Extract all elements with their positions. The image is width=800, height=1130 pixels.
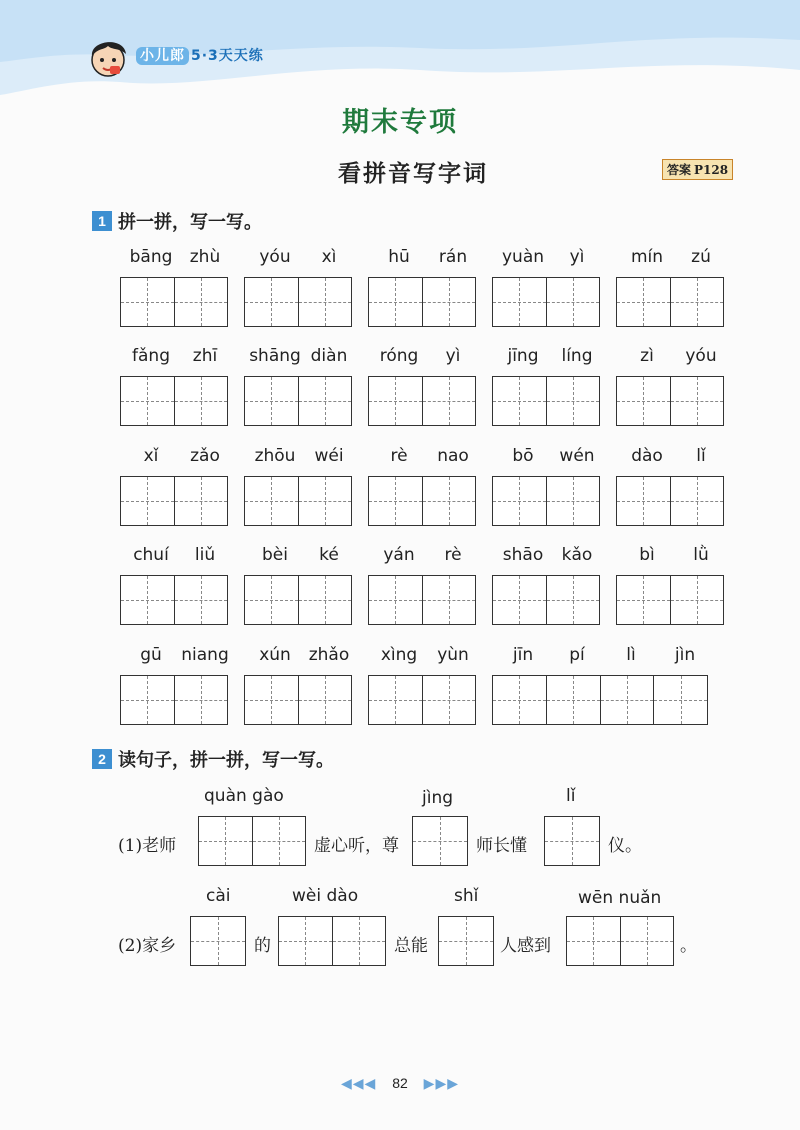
pinyin-syllable: gū [140, 645, 162, 665]
s1-end: 仪。 [608, 836, 642, 856]
write-cell[interactable] [617, 576, 671, 624]
write-cell[interactable] [493, 278, 547, 326]
write-cell[interactable] [671, 576, 724, 624]
s2-end: 。 [680, 936, 697, 956]
write-box[interactable] [368, 675, 476, 725]
write-cell[interactable] [299, 377, 352, 425]
pinyin-syllable: pí [569, 645, 585, 665]
page-number: 82 [392, 1075, 408, 1091]
write-cell[interactable] [175, 278, 228, 326]
pinyin-syllable: rè [444, 545, 462, 565]
pinyin-syllable: yóu [685, 346, 717, 366]
write-cell[interactable] [547, 676, 601, 724]
write-cell[interactable] [175, 576, 228, 624]
s2-pinyin-4: wēn nuǎn [578, 888, 662, 908]
section2-instruction: 读句子，拼一拼，写一写。 [118, 750, 334, 771]
pinyin-syllable: xún [259, 645, 291, 665]
pinyin-syllable: liǔ [194, 545, 216, 565]
write-box[interactable] [244, 277, 352, 327]
write-cell[interactable] [617, 377, 671, 425]
write-cell[interactable] [245, 676, 299, 724]
pinyin-syllable: zú [691, 247, 711, 267]
s1-write-box-1[interactable] [198, 816, 306, 866]
pinyin-syllable: zhī [192, 346, 218, 366]
s2-write-box-2[interactable] [278, 916, 386, 966]
write-box[interactable] [120, 277, 228, 327]
write-cell[interactable] [369, 377, 423, 425]
pinyin-syllable: xì [321, 247, 337, 267]
write-cell[interactable] [547, 477, 600, 525]
pinyin-syllable: jìn [674, 645, 696, 665]
s2-prefix: (2)家乡 [118, 936, 177, 956]
write-cell[interactable] [369, 576, 423, 624]
s1-pinyin-1: quàn gào [204, 786, 284, 806]
s2-mid3: 人感到 [500, 936, 551, 956]
pinyin-syllable: lǜ [693, 545, 709, 565]
pinyin-syllable: ké [319, 545, 339, 565]
s2-pinyin-1: cài [206, 886, 231, 906]
s1-mid2: 师长懂 [476, 836, 527, 856]
s2-write-box-1[interactable] [190, 916, 246, 966]
section2-number: 2 [92, 749, 112, 769]
write-box[interactable] [120, 376, 228, 426]
pinyin-syllable: nao [437, 446, 469, 466]
s1-write-box-2[interactable] [412, 816, 468, 866]
write-cell[interactable] [369, 676, 423, 724]
pinyin-syllable: shāng [249, 346, 301, 366]
section2-heading [92, 746, 334, 772]
s1-pinyin-2: jìng [422, 788, 454, 808]
write-cell[interactable] [547, 278, 600, 326]
pinyin-syllable: jīn [512, 645, 534, 665]
section1-heading [92, 208, 262, 234]
write-box[interactable] [492, 575, 600, 625]
write-box[interactable] [244, 575, 352, 625]
write-cell[interactable] [547, 576, 600, 624]
write-cell[interactable] [245, 576, 299, 624]
answer-page: P128 [694, 163, 729, 177]
s1-mid1: 虚心听，尊 [314, 836, 399, 856]
pinyin-syllable: xìng [380, 645, 418, 665]
write-cell[interactable] [369, 278, 423, 326]
pinyin-syllable: xǐ [143, 446, 159, 466]
s1-prefix: (1)老师 [118, 836, 177, 856]
pinyin-syllable: yùn [437, 645, 469, 665]
section1-instruction: 拼一拼，写一写。 [118, 212, 262, 233]
write-cell[interactable] [245, 278, 299, 326]
write-cell[interactable] [547, 377, 600, 425]
pinyin-syllable: zǎo [190, 446, 220, 466]
write-cell[interactable] [617, 477, 671, 525]
write-cell[interactable] [175, 377, 228, 425]
write-cell[interactable] [423, 676, 476, 724]
write-cell[interactable] [121, 278, 175, 326]
write-box[interactable] [616, 376, 724, 426]
s2-pinyin-3: shǐ [454, 886, 479, 906]
pinyin-syllable: niang [181, 645, 229, 665]
write-box[interactable] [492, 476, 600, 526]
pinyin-syllable: róng [379, 346, 419, 366]
brand-kid: 小儿郎 [136, 47, 189, 65]
write-cell[interactable] [671, 377, 724, 425]
pinyin-syllable: rán [438, 247, 468, 267]
pinyin-syllable: dào [631, 446, 663, 466]
write-box[interactable] [120, 476, 228, 526]
write-cell[interactable] [299, 477, 352, 525]
write-cell[interactable] [493, 676, 547, 724]
write-cell[interactable] [493, 377, 547, 425]
pinyin-syllable: bèi [262, 545, 288, 565]
pinyin-syllable: zhōu [254, 446, 296, 466]
pinyin-syllable: hū [388, 247, 410, 267]
prev-arrows-icon: ◀◀◀ [341, 1075, 377, 1091]
write-cell[interactable] [617, 278, 671, 326]
answer-label: 答案 [667, 163, 692, 177]
write-box[interactable] [368, 575, 476, 625]
series-brand [136, 45, 264, 65]
pinyin-syllable: wén [559, 446, 595, 466]
write-box[interactable] [492, 675, 708, 725]
page-title: 期末专项 [342, 107, 458, 138]
pinyin-syllable: yuàn [501, 247, 545, 267]
pinyin-syllable: yán [383, 545, 415, 565]
pinyin-syllable: yóu [259, 247, 291, 267]
pinyin-syllable: wéi [314, 446, 344, 466]
write-cell[interactable] [175, 676, 228, 724]
answer-badge [662, 159, 733, 180]
write-cell[interactable] [654, 676, 707, 724]
pinyin-syllable: mín [630, 247, 664, 267]
write-box[interactable] [616, 476, 724, 526]
write-box[interactable] [368, 376, 476, 426]
write-cell[interactable] [671, 477, 724, 525]
pinyin-syllable: lì [626, 645, 636, 665]
pinyin-syllable: yì [445, 346, 461, 366]
pinyin-syllable: rè [390, 446, 408, 466]
write-cell[interactable] [299, 278, 352, 326]
write-cell[interactable] [299, 576, 352, 624]
brand-name: 5·3天天练 [191, 48, 264, 64]
s1-pinyin-3: lǐ [566, 786, 576, 806]
write-cell[interactable] [423, 377, 476, 425]
write-box[interactable] [244, 675, 352, 725]
s2-mid2: 总能 [394, 936, 428, 956]
write-cell[interactable] [245, 377, 299, 425]
write-cell[interactable] [671, 278, 724, 326]
pinyin-syllable: bāng [129, 247, 173, 267]
pinyin-syllable: jīng [507, 346, 539, 366]
write-box[interactable] [244, 376, 352, 426]
pinyin-syllable: kǎo [561, 545, 593, 565]
write-cell[interactable] [299, 676, 352, 724]
write-box[interactable] [120, 675, 228, 725]
write-box[interactable] [368, 277, 476, 327]
next-arrows-icon: ▶▶▶ [423, 1075, 459, 1091]
write-cell[interactable] [601, 676, 655, 724]
pinyin-syllable: diàn [310, 346, 348, 366]
write-cell[interactable] [245, 477, 299, 525]
write-cell[interactable] [423, 278, 476, 326]
write-box[interactable] [616, 575, 724, 625]
write-box[interactable] [368, 476, 476, 526]
pinyin-syllable: fǎng [132, 346, 170, 366]
section1-number: 1 [92, 211, 112, 231]
write-box[interactable] [492, 376, 600, 426]
write-cell[interactable] [121, 377, 175, 425]
mascot-icon [84, 34, 132, 80]
pinyin-syllable: líng [561, 346, 593, 366]
s2-write-box-3[interactable] [438, 916, 494, 966]
pinyin-syllable: shāo [502, 545, 544, 565]
s2-pinyin-2: wèi dào [292, 886, 359, 906]
write-box[interactable] [120, 575, 228, 625]
pinyin-syllable: lǐ [696, 446, 706, 466]
pinyin-syllable: bì [639, 545, 655, 565]
page-footer [0, 1075, 800, 1092]
write-cell[interactable] [493, 477, 547, 525]
write-cell[interactable] [369, 477, 423, 525]
s2-mid1: 的 [254, 936, 271, 956]
write-box[interactable] [492, 277, 600, 327]
s2-write-box-4[interactable] [566, 916, 674, 966]
pinyin-syllable: zì [640, 346, 654, 366]
write-cell[interactable] [493, 576, 547, 624]
pinyin-syllable: bō [512, 446, 534, 466]
pinyin-syllable: zhǎo [308, 645, 350, 665]
pinyin-syllable: yì [569, 247, 585, 267]
write-box[interactable] [244, 476, 352, 526]
write-box[interactable] [616, 277, 724, 327]
pinyin-syllable: chuí [133, 545, 169, 565]
write-cell[interactable] [175, 477, 228, 525]
s1-write-box-3[interactable] [544, 816, 600, 866]
write-cell[interactable] [121, 676, 175, 724]
write-cell[interactable] [121, 576, 175, 624]
write-cell[interactable] [121, 477, 175, 525]
pinyin-syllable: zhù [189, 247, 221, 267]
write-cell[interactable] [423, 576, 476, 624]
write-cell[interactable] [423, 477, 476, 525]
page-subtitle: 看拼音写字词 [338, 161, 488, 187]
